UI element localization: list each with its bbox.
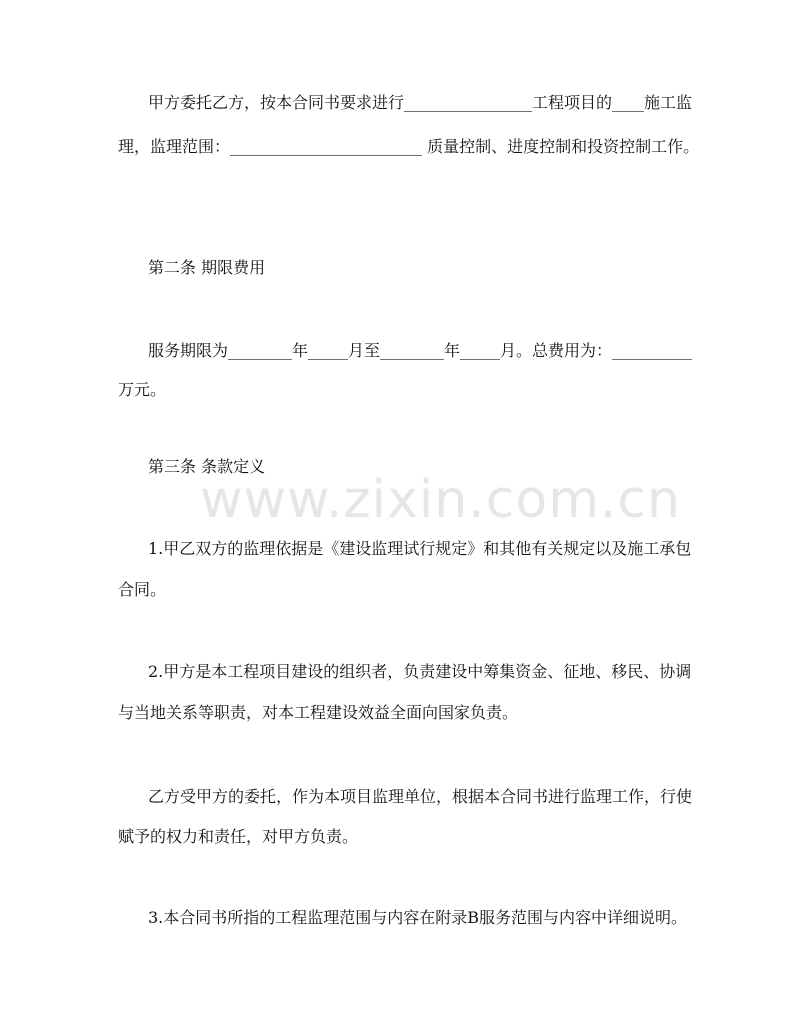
text-line: 甲方委托乙方，按本合同书要求进行________________工程项目的____施工监 — [148, 93, 693, 112]
section-heading-2: 第二条 期限费用 — [148, 258, 266, 277]
text-line: 万元。 — [118, 380, 167, 399]
text-line: 2.甲方是本工程项目建设的组织者，负责建设中筹集资金、征地、移民、协调 — [148, 662, 692, 681]
text-line: 合同。 — [118, 580, 167, 599]
text-line: 1.甲乙双方的监理依据是《建设监理试行规定》和其他有关规定以及施工承包 — [148, 539, 692, 558]
text-line: 理，监理范围：________________________ 质量控制、进度控制和投资控制工作。 — [118, 137, 700, 156]
text-line: 乙方受甲方的委托，作为本项目监理单位，根据本合同书进行监理工作，行使 — [148, 787, 693, 806]
paragraph-clause-3: 3.本合同书所指的工程监理范围与内容在附录B服务范围与内容中详细说明。 — [148, 908, 688, 927]
text-line: 与当地关系等职责，对本工程建设效益全面向国家负责。 — [118, 703, 519, 722]
text-line: 服务期限为________年_____月至________年_____月。总费用为：__________ — [148, 341, 693, 360]
text-line: 赋予的权力和责任，对甲方负责。 — [118, 827, 359, 846]
watermark: www.zixin.com.cn — [200, 470, 681, 530]
section-heading-3: 第三条 条款定义 — [148, 457, 266, 476]
